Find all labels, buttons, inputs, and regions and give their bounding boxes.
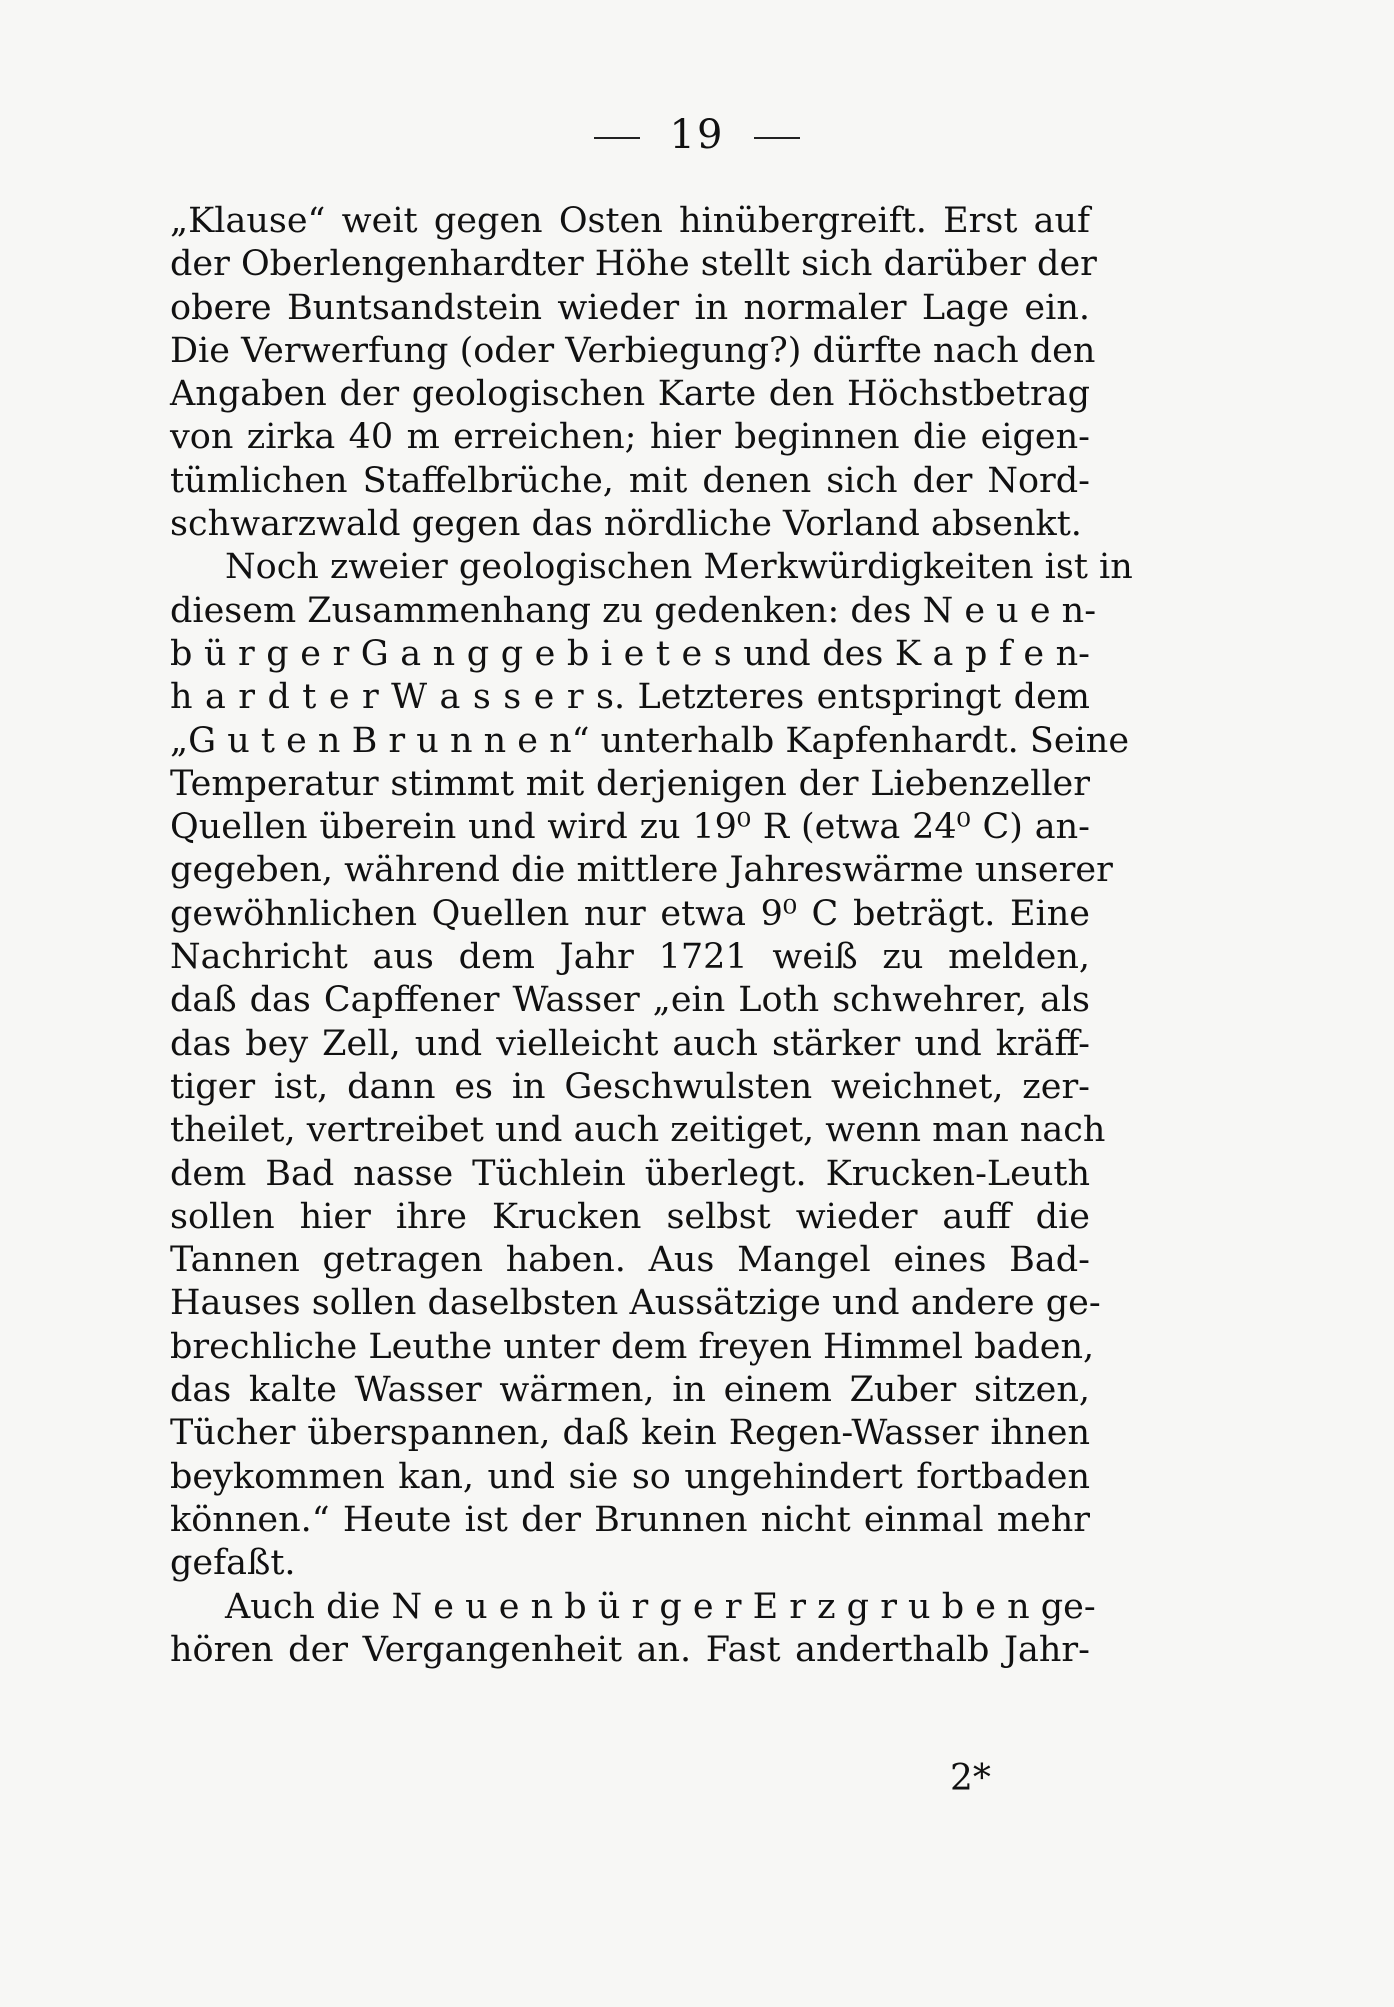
text-line: schwarzwald gegen das nördliche Vorland absenkt. [170, 504, 1082, 545]
text-line: Die Verwerfung (oder Verbiegung?) dürfte nach den [170, 330, 1096, 371]
text-line: können.“ Heute ist der Brunnen nicht einmal mehr [170, 1499, 1090, 1540]
text-line: tümlichen Staffelbrüche, mit denen sich der Nord- [170, 460, 1090, 501]
text-line: obere Buntsandstein wieder in normaler Lage ein. [170, 287, 1090, 328]
text-line: gegeben, während die mittlere Jahreswärme unserer [170, 850, 1113, 891]
text-line: Angaben der geologischen Karte den Höchstbetrag [170, 374, 1090, 415]
text-line: Quellen überein und wird zu 19⁰ R (etwa 24⁰ C) an- [170, 807, 1090, 848]
header-dash-left [594, 137, 640, 139]
text-line: Hauses sollen daselbsten Aussätzige und andere ge- [170, 1283, 1101, 1324]
body-text [170, 200, 1133, 1672]
text-line: gewöhnlichen Quellen nur etwa 9⁰ C beträgt. Eine [170, 893, 1090, 934]
text-line: Tannen getragen haben. Aus Mangel eines Bad- [170, 1240, 1090, 1281]
text-line: gefaßt. [170, 1543, 296, 1584]
text-line: das bey Zell, und vielleicht auch stärker und kräff- [170, 1023, 1090, 1064]
text-line: hören der Vergangenheit an. Fast anderthalb Jahr- [170, 1629, 1090, 1670]
page-number: 19 [669, 112, 725, 158]
text-line: von zirka 40 m erreichen; hier beginnen die eigen- [170, 417, 1090, 458]
text-line: daß das Capffener Wasser „ein Loth schwehrer, als [170, 980, 1090, 1021]
text-line: „Klause“ weit gegen Osten hinübergreift. Erst auf [170, 201, 1090, 241]
text-line: b ü r g e r G a n g g e b i e t e s und des K a p f e n- [170, 633, 1090, 674]
text-line: Auch die N e u e n b ü r g e r E r z g r u b e n ge- [225, 1586, 1096, 1627]
text-line: das kalte Wasser wärmen, in einem Zuber sitzen, [170, 1370, 1090, 1411]
text-line: sollen hier ihre Krucken selbst wieder auff die [170, 1196, 1090, 1237]
text-line: der Oberlengenhardter Höhe stellt sich darüber der [170, 244, 1097, 285]
text-line: beykommen kan, und sie so ungehindert fortbaden [170, 1456, 1090, 1497]
text-line: dem Bad nasse Tüchlein überlegt. Krucken-Leuth [170, 1153, 1090, 1194]
page-header [0, 112, 1394, 158]
header-dash-right [754, 137, 800, 139]
text-line: brechliche Leuthe unter dem freyen Himmel baden, [170, 1326, 1095, 1367]
signature-mark: 2* [950, 1758, 991, 1799]
text-line: tiger ist, dann es in Geschwulsten weichnet, zer- [170, 1066, 1090, 1107]
text-line: Tücher überspannen, daß kein Regen-Wasser ihnen [170, 1413, 1090, 1454]
text-line: Noch zweier geologischen Merkwürdigkeiten ist in [225, 547, 1133, 588]
text-line: Temperatur stimmt mit derjenigen der Liebenzeller [170, 763, 1090, 804]
text-line: theilet, vertreibet und auch zeitiget, wenn man nach [170, 1110, 1106, 1151]
text-line: h a r d t e r W a s s e r s. Letzteres entspringt dem [170, 677, 1090, 718]
text-line: Nachricht aus dem Jahr 1721 weiß zu melden, [170, 937, 1090, 978]
text-line: diesem Zusammenhang zu gedenken: des N e u e n- [170, 590, 1097, 631]
text-line: „G u t e n B r u n n e n“ unterhalb Kapfenhardt. Seine [170, 720, 1130, 761]
